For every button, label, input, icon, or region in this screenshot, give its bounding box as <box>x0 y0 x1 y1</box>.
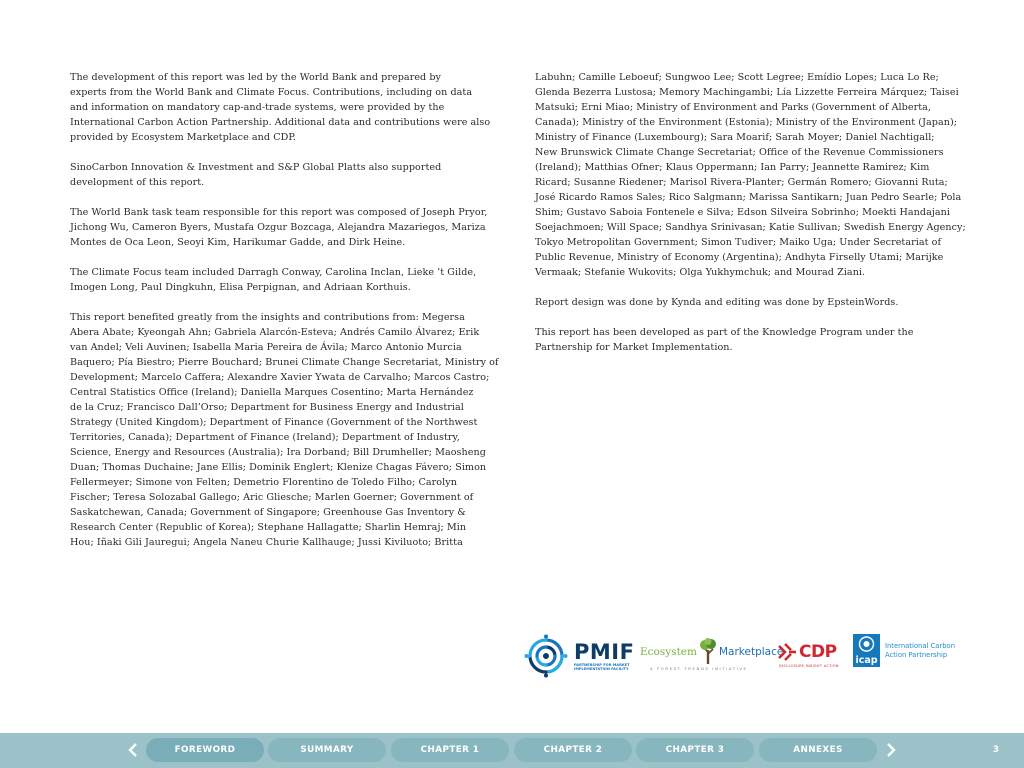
text-line: Territories, Canada); Department of Finance (Ireland); Department of Industry, <box>70 432 460 443</box>
paragraph-contributors <box>70 310 499 550</box>
text-line: Partnership for Market Implementation. <box>535 342 733 353</box>
paragraph-climate-focus-team <box>70 265 482 295</box>
text-line: The World Bank task team responsible for this report was composed of Joseph Pryor, <box>70 207 488 218</box>
text-line: SinoCarbon Innovation & Investment and S&P Global Platts also supported <box>70 162 442 173</box>
text-line: de la Cruz; Francisco Dall’Orso; Department for Business Energy and Industrial <box>70 402 464 413</box>
page-number: 3 <box>992 745 999 755</box>
text-line: Canada); Ministry of the Environment (Estonia); Ministry of the Environment (Japan); <box>535 117 958 128</box>
text-line: Abera Abate; Kyeongah Ahn; Gabriela Alarcón-Esteva; Andrés Camilo Álvarez; Erik <box>70 327 480 338</box>
text-line: Research Center (Republic of Korea); Stephane Hallagatte; Sharlin Hemraj; Min <box>70 522 467 533</box>
cdp-wordmark: CDP <box>799 642 837 662</box>
text-line: experts from the World Bank and Climate Focus. Contributions, including on data <box>70 87 473 98</box>
icap-wordmark: icap <box>855 655 878 666</box>
text-line: New Brunswick Climate Change Secretariat; Office of the Revenue Commissioners <box>535 147 944 158</box>
text-line: International Carbon Action Partnership. Additional data and contributions were also <box>70 117 491 128</box>
text-line: José Ricardo Ramos Sales; Rico Salgmann; Marissa Santikarn; Juan Pedro Searle; Pola <box>535 192 962 203</box>
nav-tab-foreword[interactable]: FOREWORD <box>146 738 264 762</box>
tree-icon <box>698 638 718 666</box>
text-line: Fischer; Teresa Solozabal Gallego; Aric Gliesche; Marlen Goerner; Government of <box>70 492 474 503</box>
ecosystem-marketplace-logo <box>640 638 784 671</box>
text-line: Ricard; Susanne Riedener; Marisol Rivera-Planter; Germán Romero; Giovanni Ruta; <box>535 177 948 188</box>
text-line: Public Revenue, Ministry of Economy (Argentina); Andhyta Firselly Utami; Marijke <box>535 252 944 263</box>
text-line: Strategy (United Kingdom); Department of Finance (Government of the Northwest <box>70 417 478 428</box>
text-line: This report benefited greatly from the insights and contributions from: Megersa <box>70 312 465 323</box>
pmif-swirl-icon <box>524 634 568 678</box>
nav-tab-chapter-3[interactable]: CHAPTER 3 <box>636 738 754 762</box>
text-line: Soejachmoen; Will Space; Sandhya Srinivasan; Katie Sullivan; Swedish Energy Agency; <box>535 222 966 233</box>
pmif-logo <box>524 634 634 678</box>
pmif-tagline: PARTNERSHIP FOR MARKET IMPLEMENTATION FACILITY <box>574 663 630 671</box>
chevron-left-icon <box>128 743 138 757</box>
text-line: van Andel; Veli Auvinen; Isabella Maria Pereira de Ávila; Marco Antonio Murcia <box>70 342 462 353</box>
icap-name-line2: Action Partnership <box>885 650 948 659</box>
text-line: Montes de Oca Leon, Seoyi Kim, Harikumar Gadde, and Dirk Heine. <box>70 237 406 248</box>
text-line: Ministry of Finance (Luxembourg); Sara Moarif; Sarah Moyer; Daniel Nachtigall; <box>535 132 935 143</box>
nav-tab-chapter-1[interactable]: CHAPTER 1 <box>391 738 509 762</box>
text-line: Hou; Iñaki Gili Jauregui; Angela Naneu Churie Kallhauge; Jussi Kiviluoto; Britta <box>70 537 463 548</box>
nav-tab-summary[interactable]: SUMMARY <box>268 738 386 762</box>
text-line: Tokyo Metropolitan Government; Simon Tudiver; Maiko Uga; Under Secretariat of <box>535 237 942 248</box>
cdp-tagline: DISCLOSURE INSIGHT ACTION <box>779 664 839 668</box>
text-line: This report has been developed as part of the Knowledge Program under the <box>535 327 914 338</box>
text-line: Jichong Wu, Cameron Byers, Mustafa Ozgur Bozcaga, Alejandra Mazariegos, Mariza <box>70 222 486 233</box>
icap-emblem-icon <box>853 634 880 656</box>
text-line: Baquero; Pía Biestro; Pierre Bouchard; Brunei Climate Change Secretariat, Ministry of <box>70 357 499 368</box>
paragraph-design-credits <box>535 295 955 310</box>
previous-page-button[interactable] <box>124 738 142 762</box>
nav-tab-chapter-2[interactable]: CHAPTER 2 <box>514 738 632 762</box>
icap-name-line1: International Carbon <box>885 642 956 650</box>
text-line: (Ireland); Matthias Ofner; Klaus Oppermann; Ian Parry; Jeannette Ramirez; Kim <box>535 162 930 173</box>
paragraph-knowledge-program <box>535 325 955 355</box>
partner-logos <box>522 632 962 680</box>
chapter-navigation-bar <box>0 733 1024 768</box>
next-page-button[interactable] <box>882 738 900 762</box>
text-line: Central Statistics Office (Ireland); Daniella Marques Cosentino; Marta Hernández <box>70 387 474 398</box>
text-line: Vermaak; Stefanie Wukovits; Olga Yukhymchuk; and Mourad Ziani. <box>535 267 866 278</box>
text-line: Matsuki; Erni Miao; Ministry of Environment and Parks (Government of Alberta, <box>535 102 931 113</box>
text-line: Duan; Thomas Duchaine; Jane Ellis; Dominik Englert; Klenize Chagas Fávero; Simon <box>70 462 487 473</box>
text-line: Saskatchewan, Canada; Government of Singapore; Greenhouse Gas Inventory & <box>70 507 466 518</box>
text-line: and information on mandatory cap-and-trade systems, were provided by the <box>70 102 445 113</box>
text-line: Report design was done by Kynda and editing was done by EpsteinWords. <box>535 297 899 308</box>
right-text-column <box>535 70 966 370</box>
paragraph-supporters <box>70 160 482 190</box>
paragraph-world-bank-team <box>70 205 488 250</box>
text-line: Science, Energy and Resources (Australia); Ira Dorband; Bill Drumheller; Maosheng <box>70 447 486 458</box>
text-line: development of this report. <box>70 177 205 188</box>
text-line: The Climate Focus team included Darragh Conway, Carolina Inclan, Lieke ’t Gilde, <box>70 267 477 278</box>
text-line: Fellermeyer; Simone von Felten; Demetrio Florentino de Toledo Filho; Carolyn <box>70 477 457 488</box>
chevron-right-icon <box>886 743 896 757</box>
text-line: The development of this report was led by the World Bank and prepared by <box>70 72 442 83</box>
nav-tab-annexes[interactable]: ANNEXES <box>759 738 877 762</box>
text-line: Shim; Gustavo Saboia Fontenele e Silva; Edson Silveira Sobrinho; Moekti Handajani <box>535 207 951 218</box>
text-line: provided by Ecosystem Marketplace and CDP. <box>70 132 296 143</box>
text-line: Development; Marcelo Caffera; Alexandre Xavier Ywata de Carvalho; Marcos Castro; <box>70 372 490 383</box>
paragraph-report-development <box>70 70 491 145</box>
ecosystem-word: Ecosystem <box>640 646 697 658</box>
cdp-mark-icon <box>777 642 797 662</box>
icap-badge <box>853 634 880 667</box>
text-line: Glenda Bezerra Lustosa; Memory Machingambi; Lía Lizzette Ferreira Márquez; Taisei <box>535 87 959 98</box>
pmif-wordmark: PMIF <box>574 640 635 664</box>
ecosystem-tagline: A FOREST TRENDS INITIATIVE <box>650 666 748 671</box>
icap-logo <box>853 634 955 667</box>
left-text-column <box>70 70 499 565</box>
text-line: Imogen Long, Paul Dingkuhn, Elisa Perpignan, and Adriaan Korthuis. <box>70 282 411 293</box>
cdp-logo <box>777 642 839 668</box>
paragraph-contributors-continued <box>535 70 966 280</box>
text-line: Labuhn; Camille Leboeuf; Sungwoo Lee; Scott Legree; Emídio Lopes; Luca Lo Re; <box>535 72 939 83</box>
marketplace-word: Marketplace <box>718 646 784 658</box>
